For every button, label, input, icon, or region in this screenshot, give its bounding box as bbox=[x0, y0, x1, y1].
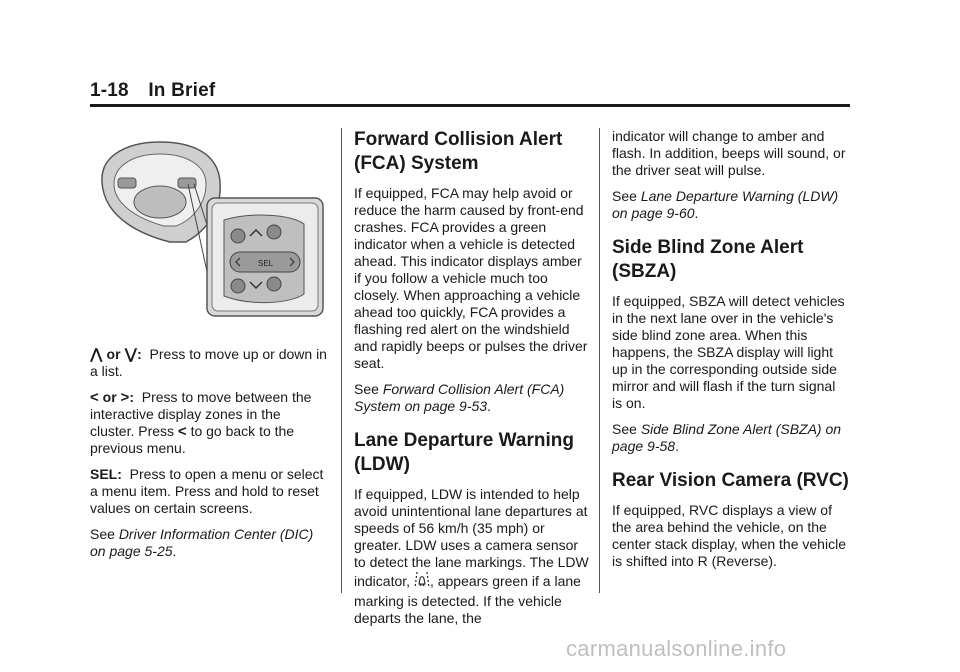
sbza-reference-link[interactable]: Side Blind Zone Alert (SBZA) on page 9-58 bbox=[612, 421, 842, 454]
chevron-left-icon: < bbox=[177, 423, 187, 440]
sel-label: SEL: bbox=[90, 466, 122, 482]
steering-wheel-controls-illustration bbox=[90, 124, 326, 334]
sel-instruction: SEL: Press to open a menu or select a menu item. Press and hold to reset values on certain screens. bbox=[90, 466, 324, 516]
figure-sel-label: SEL bbox=[258, 259, 274, 268]
ldw-reference-link[interactable]: Lane Departure Warning (LDW) on page 9-60 bbox=[612, 188, 839, 221]
updown-instruction: ⋀ or ⋁: Press to move up or down in a list. bbox=[90, 346, 327, 379]
header-rule bbox=[90, 104, 850, 107]
fca-reference-link[interactable]: Forward Collision Alert (FCA) System on page 9-53 bbox=[354, 381, 565, 414]
chevron-up-icon: ⋀ bbox=[90, 346, 103, 363]
dic-reference-link[interactable]: Driver Information Center (DIC) on page 5-25 bbox=[90, 526, 314, 559]
page-number: 1-18 bbox=[90, 80, 129, 101]
sbza-heading: Side Blind Zone Alert (SBZA) bbox=[612, 237, 804, 282]
ldw-continued: indicator will change to amber and flash. In addition, beeps will sound, or the driver seat will pulse. bbox=[612, 128, 846, 178]
dic-reference: See Driver Information Center (DIC) on page 5-25. bbox=[90, 526, 314, 559]
leftright-instruction: < or >: Press to move between the interactive display zones in the cluster. Press < to go back to the previous menu. bbox=[90, 389, 312, 456]
column-1 bbox=[90, 124, 327, 569]
fca-reference: See Forward Collision Alert (FCA) System on page 9-53. bbox=[354, 381, 565, 414]
watermark: carmanualsonline.info bbox=[566, 636, 787, 661]
rvc-heading: Rear Vision Camera (RVC) bbox=[612, 470, 849, 491]
rvc-body: If equipped, RVC displays a view of the area behind the vehicle, on the center stack display, when the vehicle is shifted into R (Reverse). bbox=[612, 502, 846, 569]
chevron-right-icon: > bbox=[120, 389, 130, 406]
column-2 bbox=[354, 128, 591, 636]
chevron-down-icon: ⋁ bbox=[124, 346, 138, 363]
lane-departure-icon bbox=[414, 571, 430, 593]
steering-wheel-figure bbox=[90, 124, 326, 334]
section-title: In Brief bbox=[148, 80, 216, 101]
chevron-left-icon: < bbox=[90, 389, 99, 406]
column-divider-1 bbox=[341, 128, 342, 593]
ldw-body: If equipped, LDW is intended to help avoid unintentional lane departures at speeds of 56 km/h (35 mph) or greater. LDW uses a camera sensor to detect the lane markings. The LDW indicator, , appears green if a lane marking is detected. If the vehicle departs the lane, the bbox=[354, 486, 589, 626]
sbza-body: If equipped, SBZA will detect vehicles in the next lane over in the vehicle's side blind zone area. When this happens, the SBZA display will light up in the corresponding outside side mirror and will flash if the turn signal is on. bbox=[612, 293, 845, 411]
sbza-reference: See Side Blind Zone Alert (SBZA) on page 9-58. bbox=[612, 421, 842, 454]
ldw-heading: Lane Departure Warning (LDW) bbox=[354, 430, 574, 475]
page-header bbox=[90, 80, 215, 102]
ldw-reference: See Lane Departure Warning (LDW) on page 9-60. bbox=[612, 188, 839, 221]
column-divider-2 bbox=[599, 128, 600, 593]
column-3 bbox=[612, 128, 849, 579]
fca-body: If equipped, FCA may help avoid or reduce the harm caused by front-end crashes. FCA provides a green indicator when a vehicle is detected ahead. This indicator displays amber if you follow a vehicle much too closely. When approaching a vehicle ahead too quickly, FCA provides a flashing red alert on the windshield and rapidly beeps or pulses the driver seat. bbox=[354, 185, 588, 371]
fca-heading: Forward Collision Alert (FCA) System bbox=[354, 129, 563, 174]
